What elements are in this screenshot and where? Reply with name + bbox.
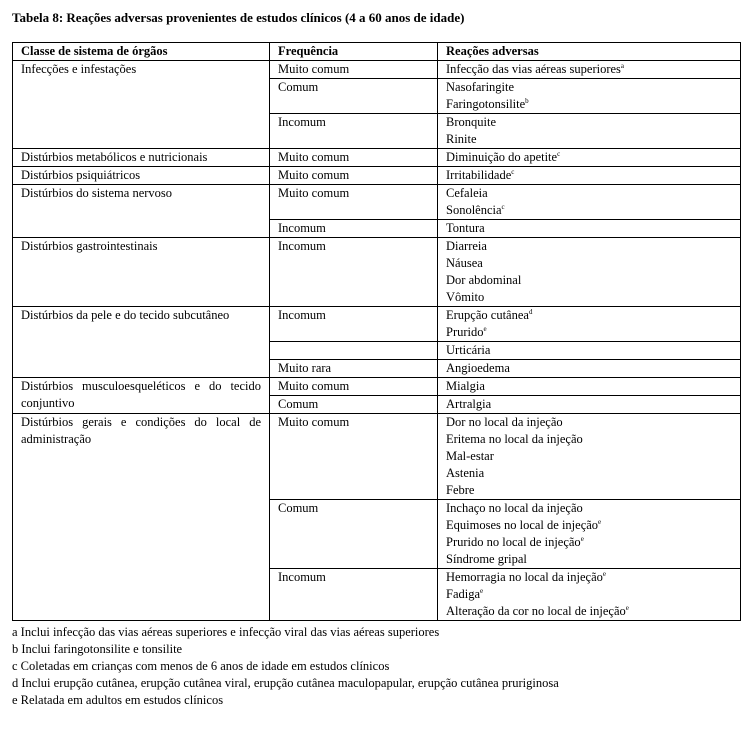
reaction-item	[446, 586, 732, 603]
reaction-text: Nasofaringite	[446, 80, 515, 94]
footnote: e Relatada em adultos em estudos clínicos	[12, 693, 224, 707]
reaction-item	[446, 342, 732, 359]
footnote-marker: c	[511, 168, 515, 176]
reaction-item	[446, 603, 732, 620]
reaction-text: Hemorragia no local da injeção	[446, 570, 603, 584]
reaction-item	[446, 500, 732, 517]
footnotes	[12, 624, 559, 709]
reaction-item	[446, 534, 732, 551]
reaction-text: Dor no local da injeção	[446, 415, 563, 429]
footnote-marker: a	[620, 62, 625, 70]
reaction-text: Náusea	[446, 256, 483, 270]
reaction-item	[446, 149, 732, 166]
reactions-cell	[438, 378, 741, 396]
header-frequency: Frequência	[270, 43, 438, 61]
reaction-text: Angioedema	[446, 361, 510, 375]
reaction-text: Inchaço no local da injeção	[446, 501, 583, 515]
reaction-item	[446, 238, 732, 255]
reactions-cell	[438, 61, 741, 79]
reaction-item	[446, 414, 732, 431]
frequency-cell: Muito rara	[270, 360, 438, 378]
table-row	[13, 167, 741, 185]
reaction-text: Mal-estar	[446, 449, 494, 463]
footnote: d Inclui erupção cutânea, erupção cutânea viral, erupção cutânea maculopapular, erupção cutânea pruriginosa	[12, 676, 559, 690]
reaction-text: Vômito	[446, 290, 485, 304]
footnote-marker: e	[580, 535, 584, 543]
reaction-text: Febre	[446, 483, 475, 497]
reaction-text: Tontura	[446, 221, 485, 235]
frequency-cell: Incomum	[270, 238, 438, 307]
reaction-item	[446, 255, 732, 272]
reaction-item	[446, 79, 732, 96]
reaction-item	[446, 289, 732, 306]
footnote-marker: e	[483, 325, 487, 333]
reaction-text: Bronquite	[446, 115, 496, 129]
reaction-text: Artralgia	[446, 397, 492, 411]
reaction-item	[446, 202, 732, 219]
reaction-text: Prurido	[446, 325, 484, 339]
reaction-item	[446, 482, 732, 499]
reaction-item	[446, 114, 732, 131]
frequency-cell: Incomum	[270, 114, 438, 149]
table-row	[13, 238, 741, 307]
reaction-item	[446, 551, 732, 568]
frequency-cell	[270, 342, 438, 360]
footnote-marker: e	[598, 518, 602, 526]
table-row	[13, 307, 741, 342]
table-row	[13, 185, 741, 220]
soc-cell: Distúrbios metabólicos e nutricionais	[13, 149, 270, 167]
footnote-marker: e	[480, 587, 484, 595]
reaction-text: Diminuição do apetite	[446, 150, 558, 164]
reaction-item	[446, 431, 732, 448]
reaction-text: Infecção das vias aéreas superiores	[446, 62, 621, 76]
table-row	[13, 61, 741, 79]
reaction-item	[446, 448, 732, 465]
reaction-text: Astenia	[446, 466, 485, 480]
footnote: c Coletadas em crianças com menos de 6 anos de idade em estudos clínicos	[12, 659, 390, 673]
reactions-cell	[438, 396, 741, 414]
frequency-cell: Muito comum	[270, 167, 438, 185]
reaction-item	[446, 131, 732, 148]
soc-cell: Distúrbios gerais e condições do local de administração	[13, 414, 270, 621]
reaction-item	[446, 272, 732, 289]
reaction-text: Eritema no local da injeção	[446, 432, 583, 446]
reaction-text: Dor abdominal	[446, 273, 522, 287]
frequency-cell: Muito comum	[270, 149, 438, 167]
table-row	[13, 414, 741, 500]
frequency-cell: Comum	[270, 500, 438, 569]
footnote-marker: e	[625, 604, 629, 612]
adverse-reactions-table	[12, 42, 741, 621]
soc-cell: Infecções e infestações	[13, 61, 270, 149]
soc-cell: Distúrbios do sistema nervoso	[13, 185, 270, 238]
footnote-marker: e	[602, 570, 606, 578]
reaction-text: Cefaleia	[446, 186, 488, 200]
table-row	[13, 378, 741, 396]
reaction-item	[446, 396, 732, 413]
soc-cell: Distúrbios da pele e do tecido subcutâneo	[13, 307, 270, 378]
frequency-cell: Incomum	[270, 569, 438, 621]
reaction-item	[446, 220, 732, 237]
reaction-text: Equimoses no local de injeção	[446, 518, 599, 532]
reaction-item	[446, 185, 732, 202]
reaction-item	[446, 167, 732, 184]
footnote-marker: d	[528, 308, 533, 316]
footnote: a Inclui infecção das vias aéreas superiores e infecção viral das vias aéreas superiores	[12, 625, 440, 639]
frequency-cell: Comum	[270, 79, 438, 114]
reaction-text: Diarreia	[446, 239, 487, 253]
soc-cell: Distúrbios psiquiátricos	[13, 167, 270, 185]
reaction-item	[446, 324, 732, 341]
reactions-cell	[438, 307, 741, 342]
frequency-cell: Muito comum	[270, 414, 438, 500]
frequency-cell: Incomum	[270, 220, 438, 238]
reactions-cell	[438, 414, 741, 500]
reactions-cell	[438, 185, 741, 220]
reaction-item	[446, 465, 732, 482]
reaction-text: Erupção cutânea	[446, 308, 529, 322]
header-row	[13, 43, 741, 61]
header-reactions: Reações adversas	[438, 43, 741, 61]
reactions-cell	[438, 238, 741, 307]
footnote-marker: b	[525, 97, 529, 105]
table-row	[13, 149, 741, 167]
reactions-cell	[438, 167, 741, 185]
header-soc: Classe de sistema de órgãos	[13, 43, 270, 61]
reaction-item	[446, 360, 732, 377]
reactions-cell	[438, 79, 741, 114]
reaction-item	[446, 307, 732, 324]
reactions-cell	[438, 149, 741, 167]
reaction-item	[446, 378, 732, 395]
reaction-text: Fadiga	[446, 587, 481, 601]
reaction-text: Síndrome gripal	[446, 552, 527, 566]
reactions-cell	[438, 220, 741, 238]
reactions-cell	[438, 569, 741, 621]
frequency-cell: Muito comum	[270, 61, 438, 79]
reaction-text: Alteração da cor no local de injeção	[446, 604, 626, 618]
reaction-item	[446, 569, 732, 586]
reaction-item	[446, 96, 732, 113]
reactions-cell	[438, 114, 741, 149]
footnote-marker: c	[557, 150, 561, 158]
reaction-text: Irritabilidade	[446, 168, 512, 182]
reaction-item	[446, 61, 732, 78]
table-title: Tabela 8: Reações adversas provenientes de estudos clínicos (4 a 60 anos de idade)	[12, 10, 465, 25]
footnote: b Inclui faringotonsilite e tonsilite	[12, 642, 183, 656]
soc-cell: Distúrbios musculoesqueléticos e do tecido conjuntivo	[13, 378, 270, 414]
reaction-text: Faringotonsilite	[446, 97, 526, 111]
frequency-cell: Muito comum	[270, 185, 438, 220]
reaction-text: Rinite	[446, 132, 477, 146]
reaction-text: Mialgia	[446, 379, 485, 393]
reaction-text: Prurido no local de injeção	[446, 535, 581, 549]
frequency-cell: Muito comum	[270, 378, 438, 396]
reactions-cell	[438, 360, 741, 378]
reactions-cell	[438, 500, 741, 569]
frequency-cell: Incomum	[270, 307, 438, 342]
frequency-cell: Comum	[270, 396, 438, 414]
reaction-text: Sonolência	[446, 203, 502, 217]
soc-cell: Distúrbios gastrointestinais	[13, 238, 270, 307]
footnote-marker: c	[501, 203, 505, 211]
reaction-text: Urticária	[446, 343, 491, 357]
reactions-cell	[438, 342, 741, 360]
reaction-item	[446, 517, 732, 534]
